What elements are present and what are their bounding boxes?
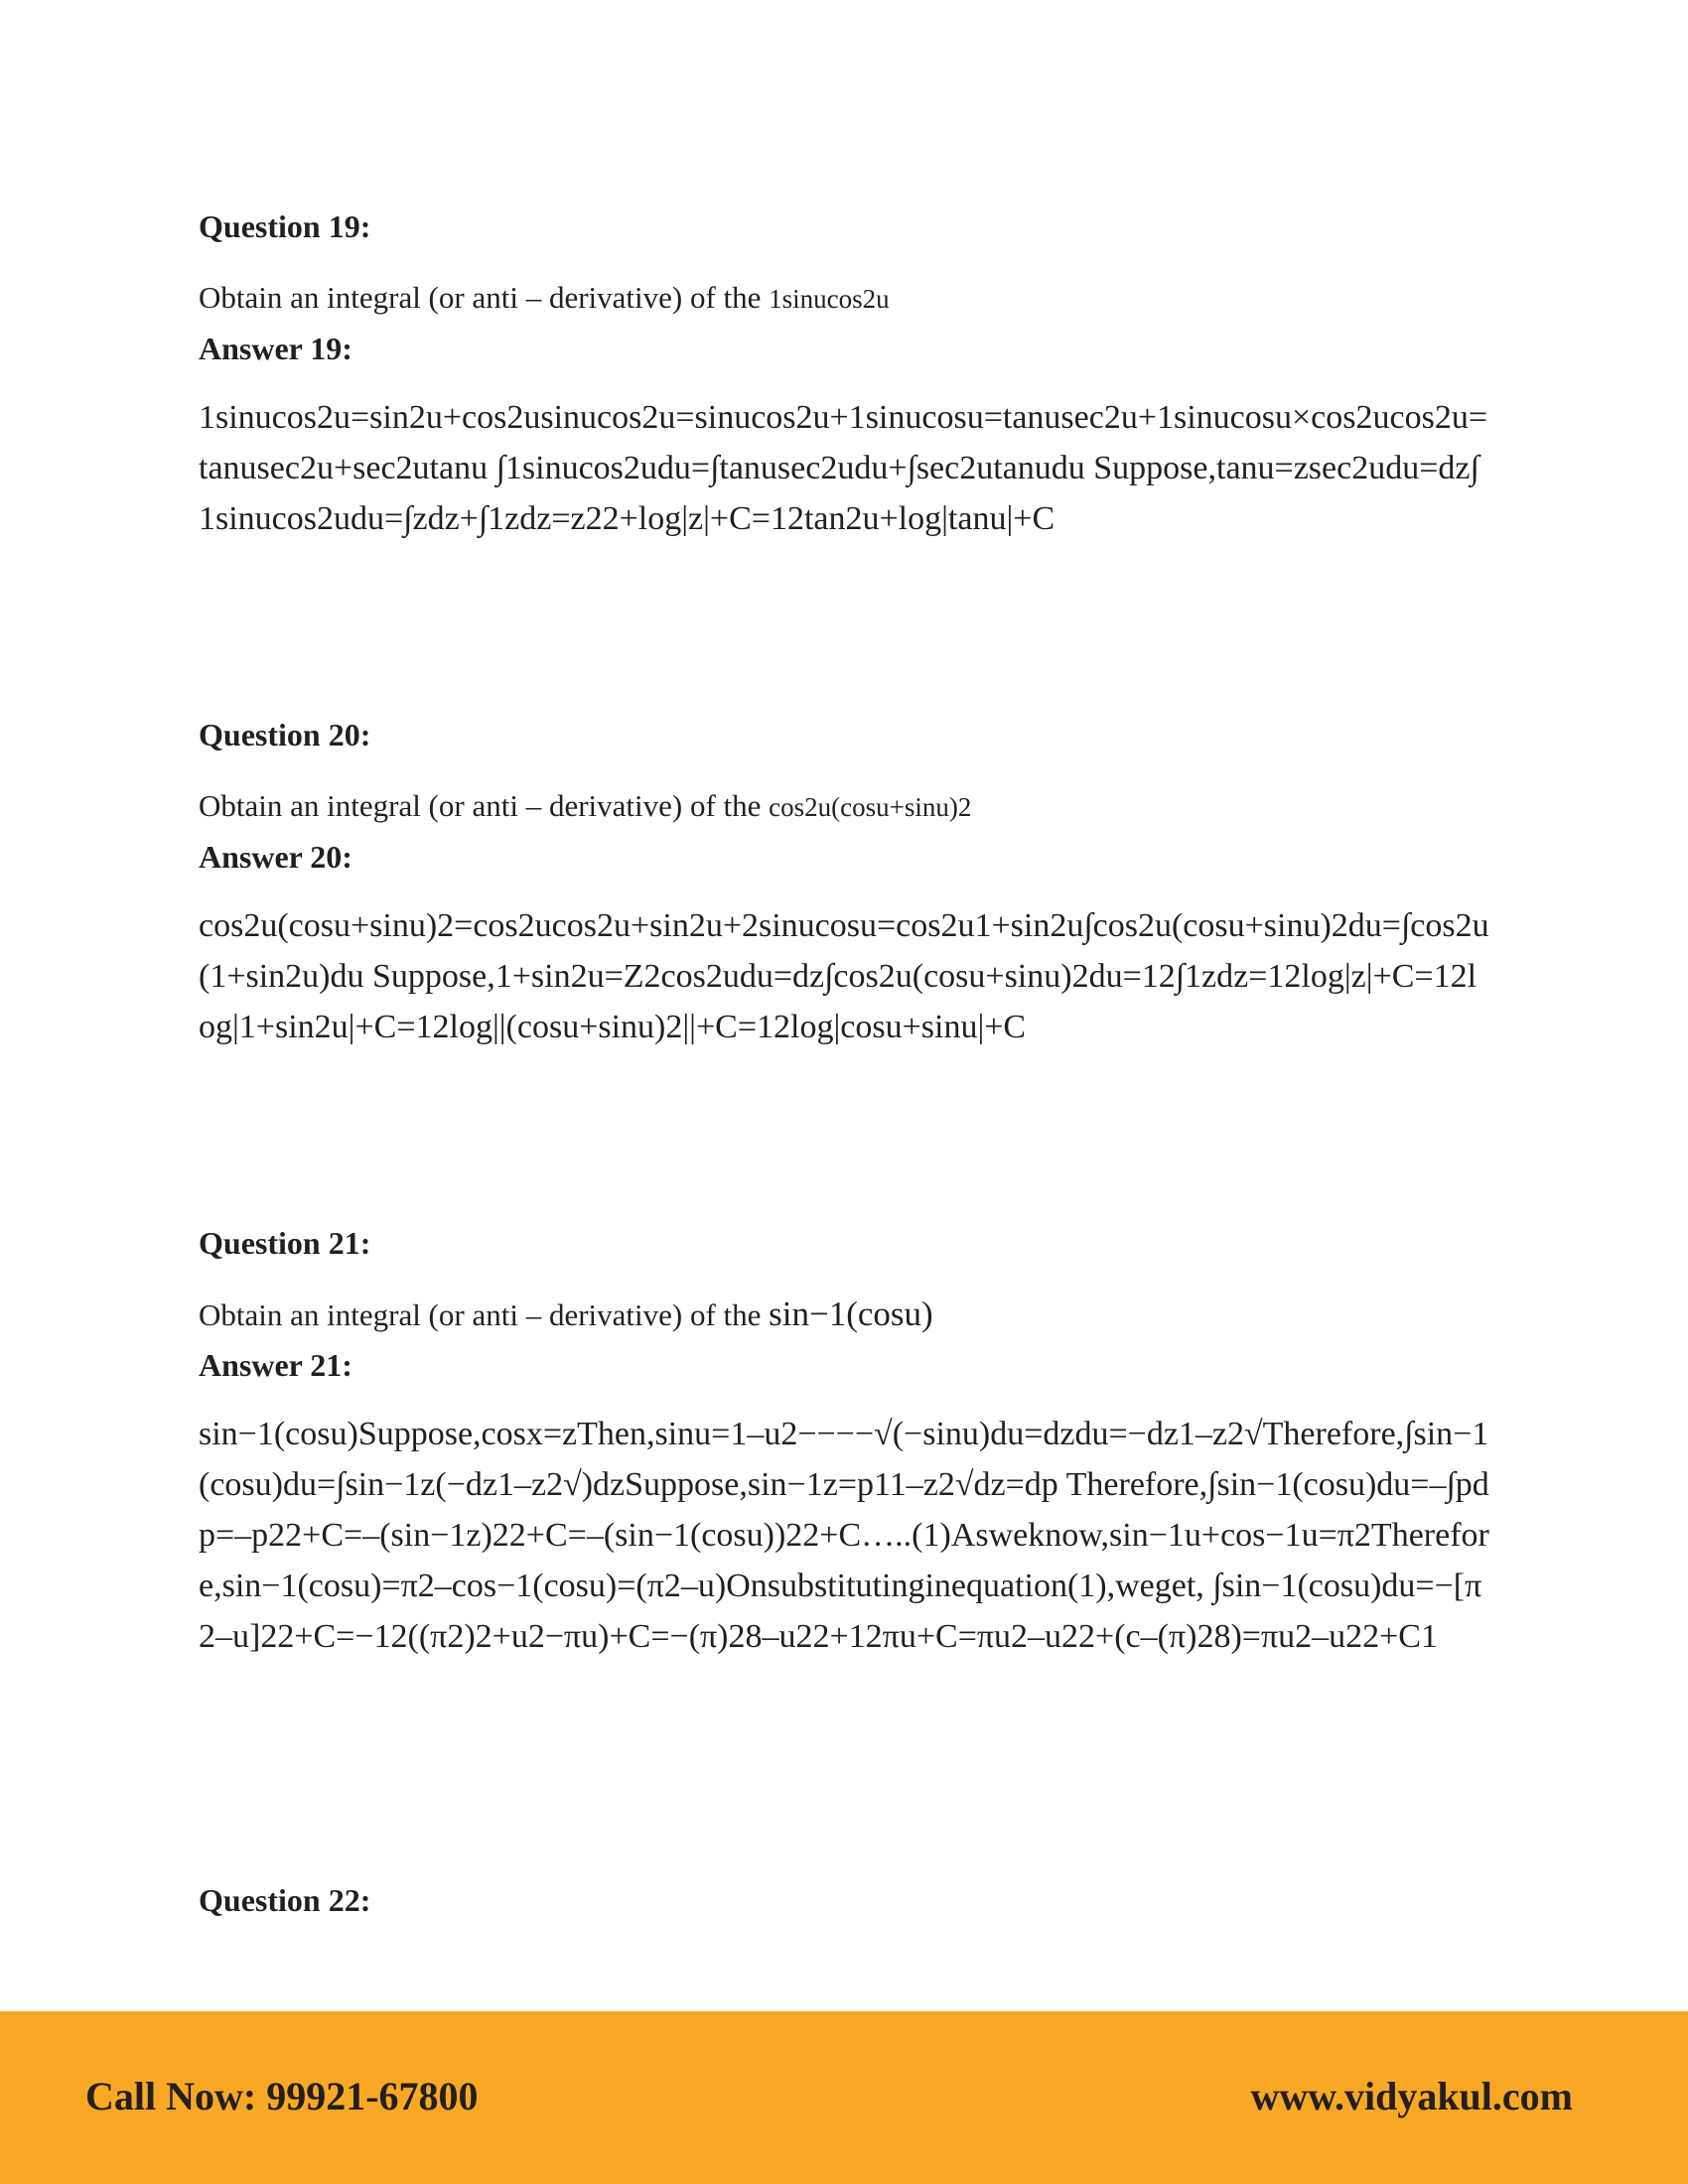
call-now-text: Call Now: 99921-67800 <box>85 2074 479 2118</box>
question-19-expression: 1sinucos2u <box>769 284 890 314</box>
answer-20-body: cos2u(cosu+sinu)2=cos2ucos2u+sin2u+2sinucosu=cos2u1+sin2u∫cos2u(cosu+sinu)2du=∫cos2u(1+sin2u)du Suppose,1+sin2u=Z2cos2udu=dz∫cos2u(cosu+sinu)2du=12∫1zdz=12log|z|+C=12log|1+sin2u|+C=12log||(cosu+sinu)2||+C=12log|cosu+sinu|+C <box>199 907 1489 1045</box>
question-19-prompt-text: Obtain an integral (or anti – derivative) of the <box>199 280 770 315</box>
question-20-prompt-text: Obtain an integral (or anti – derivative) of the <box>199 788 770 823</box>
question-22-title: Question 22: <box>199 1882 371 1918</box>
question-21-prompt <box>199 1295 933 1334</box>
question-20-prompt <box>199 788 971 824</box>
question-21-title: Question 21: <box>199 1225 371 1261</box>
question-21-prompt-text: Obtain an integral (or anti – derivative) of the <box>199 1297 770 1332</box>
website-link[interactable]: www.vidyakul.com <box>1250 2074 1573 2118</box>
answer-21-body: sin−1(cosu)Suppose,cosx=zThen,sinu=1–u2−−−−√(−sinu)du=dzdu=−dz1–z2√Therefore,∫sin−1(cosu)du=∫sin−1z(−dz1–z2√)dzSuppose,sin−1z=p11–z2√dz=dp Therefore,∫sin−1(cosu)du=–∫pdp=–p22+C=–(sin−1z)22+C=–(sin−1(cosu))22+C…..(1)Asweknow,sin−1u+cos−1u=π2Therefore,sin−1(cosu)=π2–cos−1(cosu)=(π2–u)Onsubstitutinginequation(1),weget, ∫sin−1(cosu)du=−[π2–u]22+C=−12((π2)2+u2−πu)+C=−(π)28–u22+12πu+C=πu2–u22+(c–(π)28)=πu2–u22+C1 <box>199 1416 1489 1655</box>
question-20-title: Question 20: <box>199 717 371 752</box>
question-20-expression: cos2u(cosu+sinu)2 <box>769 792 972 822</box>
answer-20-title: Answer 20: <box>199 839 352 875</box>
question-21-expression: sin−1(cosu) <box>769 1295 933 1333</box>
answer-21-title: Answer 21: <box>199 1347 352 1383</box>
question-19-prompt <box>199 280 890 316</box>
footer-bar <box>0 2011 1688 2184</box>
answer-19-title: Answer 19: <box>199 331 352 366</box>
answer-19-body: 1sinucos2u=sin2u+cos2usinucos2u=sinucos2u+1sinucosu=tanusec2u+1sinucosu×cos2ucos2u=tanusec2u+sec2utanu ∫1sinucos2udu=∫tanusec2udu+∫sec2utanudu Suppose,tanu=zsec2udu=dz∫1sinucos2udu=∫zdz+∫1zdz=z22+log|z|+C=12tan2u+log|tanu|+C <box>199 399 1487 537</box>
question-19-title: Question 19: <box>199 208 371 244</box>
